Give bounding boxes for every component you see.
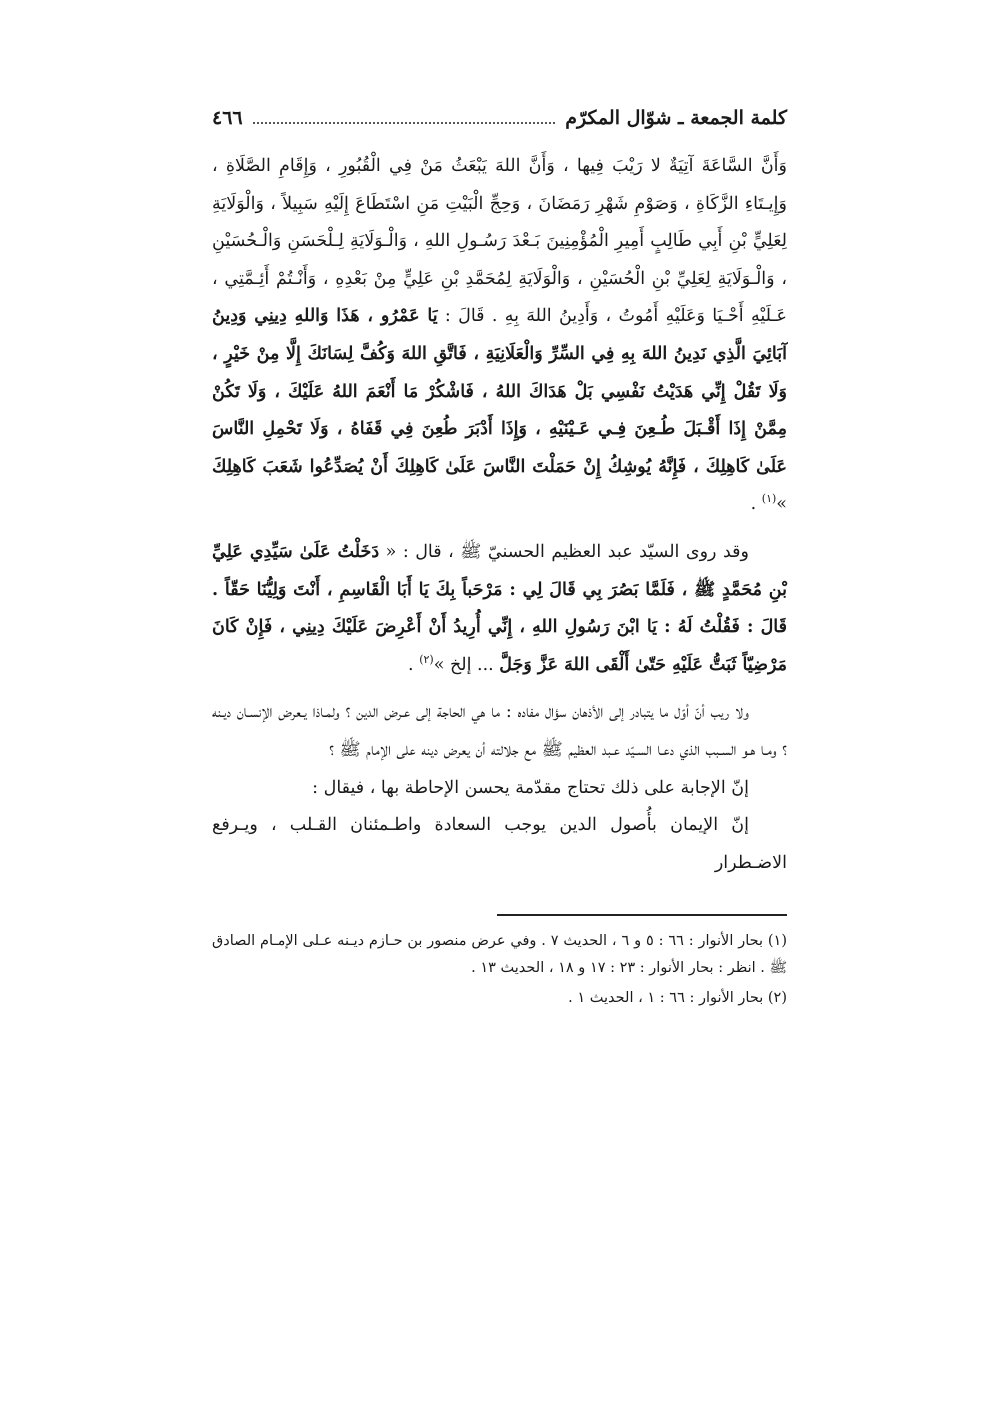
- page-number: ٤٦٦: [212, 107, 243, 129]
- paragraph-5: إنّ الإيمان بأُصول الدين يوجب السعادة واطـمئنان القـلب ، ويـرفع الاضـطرار: [212, 815, 787, 873]
- footnote-2: [212, 985, 787, 1012]
- running-header: [212, 100, 787, 136]
- paragraph-4: إنّ الإجابة على ذلك تحتاج مقدّمة يحسن الإحاطة بها ، فيقال :: [312, 777, 749, 798]
- paragraph-3: ولا ريب أنّ أوّل ما يتبادر إلى الأذهان سؤال مفاده : ما هي الحاجة إلى عـرض الدين ؟ ولمـاذا يـعرض الإنسـان ديـنه ؟ ومـا هـو السـبب الذي دعـا السـيّد عـبد العظيم ﷺ مع جلالته أن يعرض دينه على الإمام ﷺ ؟: [212, 702, 787, 760]
- footnote-1-number: (١): [767, 933, 788, 949]
- paragraph-1-quote: يَا عَمْرُو ، هَذَا وَاللهِ دِينِي وَدِينُ آبَائِيَ الَّذِي نَدِينُ اللهَ بِهِ فِي السِّرِّ وَالْعَلَانِيَةِ ، فَاتَّقِ اللهَ وَكُفَّ لِسَانَكَ إِلَّا مِنْ خَيْرٍ ، وَلَا تَقُلْ إِنِّي هَدَيْتُ نَفْسِي بَلْ هَدَاكَ اللهُ ، فَاشْكُرْ مَا أَنْعَمَ اللهُ عَلَيْكَ ، وَلَا تَكُنْ مِمَّنْ إِذَا أَقْـبَلَ طُـعِنَ فِـي عَـيْنَيْهِ ، وَإِذَا أَدْبَرَ طُعِنَ فِي قَفَاهُ ، وَلَا تَحْمِلِ النَّاسَ عَلَىٰ كَاهِلِكَ ، فَإِنَّهُ يُوشِكُ إِنْ حَمَلْتَ النَّاسَ عَلَىٰ كَاهِلِكَ أَنْ يُصَدِّعُوا شَعَبَ كَاهِلِكَ: [212, 306, 787, 477]
- footnote-separator: [497, 914, 787, 916]
- footnote-2-text: بحار الأنوار : ٦٦ : ١ ، الحديث ١ .: [568, 990, 764, 1006]
- paragraph-2-intro: وقد روى السيّد عبد العظيم الحسنيّ ﷺ ، قال : «: [385, 541, 749, 562]
- paragraph-1-end: »: [776, 494, 787, 515]
- header-title: كلمة الجمعة ـ شوّال المكرّم: [565, 107, 787, 129]
- main-text: [212, 148, 787, 882]
- paragraph-2: وقد روى السيّد عبد العظيم الحسنيّ ﷺ ، قال : « دَخَلْتُ عَلَىٰ سَيِّدِي عَلِيِّ بْنِ مُحَمَّدٍ ﷺ ، فَلَمَّا بَصُرَ بِي قَالَ لِي : مَرْحَباً بِكَ يَا أَبَا الْقَاسِمِ ، أَنْتَ وَلِيُّنَا حَقّاً . قَالَ : فَقُلْتُ لَهُ : يَا ابْنَ رَسُولِ اللهِ ، إِنِّي أُرِيدُ أَنْ أَعْرِضَ عَلَيْكَ دِينِي ، فَإِنْ كَانَ مَرْضِيّاً ثَبَتُّ عَلَيْهِ حَتّىٰ أَلْقَى اللهَ عَزَّ وَجَلَّ ... إلخ »$^{(٢)}$ .: [212, 541, 787, 675]
- footnotes: [212, 928, 787, 1015]
- footnote-ref-2: (٢): [419, 652, 434, 666]
- paragraph-2-end: ... إلخ »: [433, 654, 494, 675]
- footnote-ref-1: (١): [761, 492, 777, 506]
- header-dotted-leader: [253, 122, 556, 124]
- paragraph-2-quote: دَخَلْتُ عَلَىٰ سَيِّدِي عَلِيِّ بْنِ مُحَمَّدٍ ﷺ ، فَلَمَّا بَصُرَ بِي قَالَ لِي : مَرْحَباً بِكَ يَا أَبَا الْقَاسِمِ ، أَنْتَ وَلِيُّنَا حَقّاً . قَالَ : فَقُلْتُ لَهُ : يَا ابْنَ رَسُولِ اللهِ ، إِنِّي أُرِيدُ أَنْ أَعْرِضَ عَلَيْكَ دِينِي ، فَإِنْ كَانَ مَرْضِيّاً ثَبَتُّ عَلَيْهِ حَتّىٰ أَلْقَى اللهَ عَزَّ وَجَلَّ: [212, 541, 787, 675]
- paragraph-1-text: وَأَنَّ السَّاعَةَ آتِيَةٌ لا رَيْبَ فِيها ، وَأَنَّ اللهَ يَبْعَثُ مَنْ فِي الْقُبُورِ ، وَإِقَامِ الصَّلَاةِ ، وَإِيـتَاءِ الزَّكَاةِ ، وَصَوْمِ شَهْرِ رَمَضَانَ ، وَحِجِّ الْبَيْتِ مَنِ اسْتَطَاعَ إِلَيْهِ سَبِيلاً ، وَالْوَلَايَةِ لِعَلِيٍّ بْنِ أَبِي طَالِبٍ أَمِيرِ الْمُؤْمِنِينَ بَـعْدَ رَسُـولِ اللهِ ، وَالْـوَلَايَةِ لِـلْحَسَنِ وَالْـحُسَيْنِ ، وَالْـوَلَايَةِ لِعَلِيِّ بْنِ الْحُسَيْنِ ، وَالْوَلَايَةِ لِمُحَمَّدِ بْنِ عَلِيٍّ مِنْ بَعْدِهِ ، وَأَنْـتُمْ أَئِـمَّتِي ، عَـلَيْهِ أَحْـيَا وَعَلَيْهِ أَمُوتُ ، وَأَدِينُ اللهَ بِهِ . قَالَ :: [212, 156, 787, 327]
- paragraph-1: وَأَنَّ السَّاعَةَ آتِيَةٌ لا رَيْبَ فِيها ، وَأَنَّ اللهَ يَبْعَثُ مَنْ فِي الْقُبُورِ ، وَإِقَامِ الصَّلَاةِ ، وَإِيـتَاءِ الزَّكَاةِ ، وَصَوْمِ شَهْرِ رَمَضَانَ ، وَحِجِّ الْبَيْتِ مَنِ اسْتَطَاعَ إِلَيْهِ سَبِيلاً ، وَالْوَلَايَةِ لِعَلِيٍّ بْنِ أَبِي طَالِبٍ أَمِيرِ الْمُؤْمِنِينَ بَـعْدَ رَسُـولِ اللهِ ، وَالْـوَلَايَةِ لِـلْحَسَنِ وَالْـحُسَيْنِ ، وَالْـوَلَايَةِ لِعَلِيِّ بْنِ الْحُسَيْنِ ، وَالْوَلَايَةِ لِمُحَمَّدِ بْنِ عَلِيٍّ مِنْ بَعْدِهِ ، وَأَنْـتُمْ أَئِـمَّتِي ، عَـلَيْهِ أَحْـيَا وَعَلَيْهِ أَمُوتُ ، وَأَدِينُ اللهَ بِهِ . قَالَ : يَا عَمْرُو ، هَذَا وَاللهِ دِينِي وَدِينُ آبَائِيَ الَّذِي نَدِينُ اللهَ بِهِ فِي السِّرِّ وَالْعَلَانِيَةِ ، فَاتَّقِ اللهَ وَكُفَّ لِسَانَكَ إِلَّا مِنْ خَيْرٍ ، وَلَا تَقُلْ إِنِّي هَدَيْتُ نَفْسِي بَلْ هَدَاكَ اللهُ ، فَاشْكُرْ مَا أَنْعَمَ اللهُ عَلَيْكَ ، وَلَا تَكُنْ مِمَّنْ إِذَا أَقْـبَلَ طُـعِنَ فِـي عَـيْنَيْهِ ، وَإِذَا أَدْبَرَ طُعِنَ فِي قَفَاهُ ، وَلَا تَحْمِلِ النَّاسَ عَلَىٰ كَاهِلِكَ ، فَإِنَّهُ يُوشِكُ إِنْ حَمَلْتَ النَّاسَ عَلَىٰ كَاهِلِكَ أَنْ يُصَدِّعُوا شَعَبَ كَاهِلِكَ »$^{(١)}$ .: [212, 156, 787, 515]
- footnote-1-text: بحار الأنوار : ٦٦ : ٥ و ٦ ، الحديث ٧ . وفي عرض منصور بن حـازم ديـنه عـلى الإمـام الصادق ﷺ . انظر : بحار الأنوار : ٢٣ : ١٧ و ١٨ ، الحديث ١٣ .: [212, 933, 787, 976]
- footnote-1: [212, 928, 787, 982]
- footnote-2-number: (٢): [767, 990, 787, 1006]
